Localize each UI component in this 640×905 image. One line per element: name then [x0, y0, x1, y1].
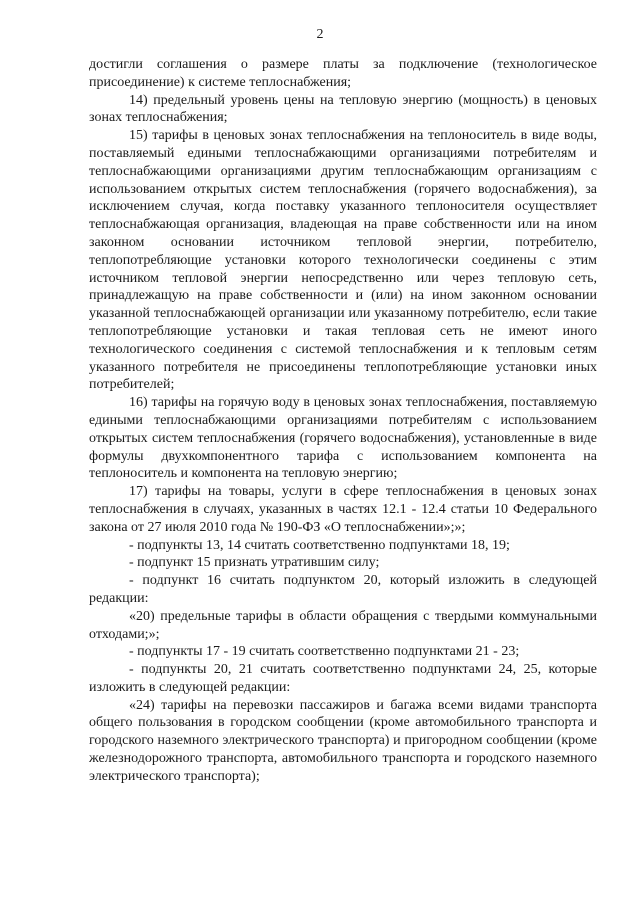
- paragraph-item-14: 14) предельный уровень цены на тепловую энергию (мощность) в ценовых зонах теплоснабжения;: [89, 92, 597, 126]
- paragraph-continuation: достигли соглашения о размере платы за подключение (технологическое присоединение) к системе теплоснабжения;: [89, 57, 597, 90]
- paragraph-item-24: «24) тарифы на перевозки пассажиров и багажа всеми видами транспорта общего пользования в городском сообщении (кроме автомобильного транспорта и городского наземного электрического транспорта) и пригородном сообщении (кроме железнодорожного транспорта, автомобильного транспорта и городского наземного электрического транспорта);: [89, 697, 597, 784]
- page-number: 2: [316, 27, 324, 42]
- paragraph-repeal-15: - подпункт 15 признать утратившим силу;: [129, 555, 380, 571]
- paragraph-item-20: «20) предельные тарифы в области обращения с твердыми коммунальными отходами;»;: [89, 608, 597, 642]
- paragraph-renumber-13-14: - подпункты 13, 14 считать соответственно подпунктами 18, 19;: [129, 537, 510, 553]
- paragraph-item-15: 15) тарифы в ценовых зонах теплоснабжения на теплоноситель в виде воды, поставляемый едиными теплоснабжающими организациями потребителям и теплоснабжающими организациями другим теплоснабжающим организациям с использованием открытых систем теплоснабжения (горячего водоснабжения), за исключением случая, когда поставку указанного теплоносителя осуществляет теплоснабжающая организация, владеющая на праве собственности или на ином законном основании источником тепловой энергии, потребителю, теплопотребляющие установки которого технологически соединены с этим источником тепловой энергии непосредственно или через тепловую сеть, принадлежащую на праве собственности и (или) на ином законном основании указанной теплоснабжающей организации или указанному потребителю, если такие теплопотребляющие установки и такая тепловая сеть не имеют иного технологического соединения с системой теплоснабжения и к тепловым сетям указанного потребителя не присоединены теплопотребляющие установки иных потребителей;: [89, 128, 597, 393]
- paragraph-renumber-20-21: - подпункты 20, 21 считать соответственно подпунктами 24, 25, которые изложить в следующей редакции:: [89, 662, 597, 695]
- paragraph-renumber-17-19: - подпункты 17 - 19 считать соответственно подпунктами 21 - 23;: [129, 644, 520, 660]
- paragraph-item-16: 16) тарифы на горячую воду в ценовых зонах теплоснабжения, поставляемую едиными теплоснабжающими организациями потребителям с использованием открытых систем теплоснабжения (горячего водоснабжения), установленные в виде формулы двухкомпонентного тарифа с использованием компонента на теплоноситель и компонента на тепловую энергию;: [89, 395, 597, 482]
- paragraph-renumber-16: - подпункт 16 считать подпунктом 20, который изложить в следующей редакции:: [89, 573, 597, 606]
- document-body: [89, 56, 597, 786]
- paragraph-item-17: 17) тарифы на товары, услуги в сфере теплоснабжения в ценовых зонах теплоснабжения в случаях, указанных в частях 12.1 - 12.4 статьи 10 Федерального закона от 27 июля 2010 года № 190-ФЗ «О теплоснабжении»;»;: [89, 484, 597, 535]
